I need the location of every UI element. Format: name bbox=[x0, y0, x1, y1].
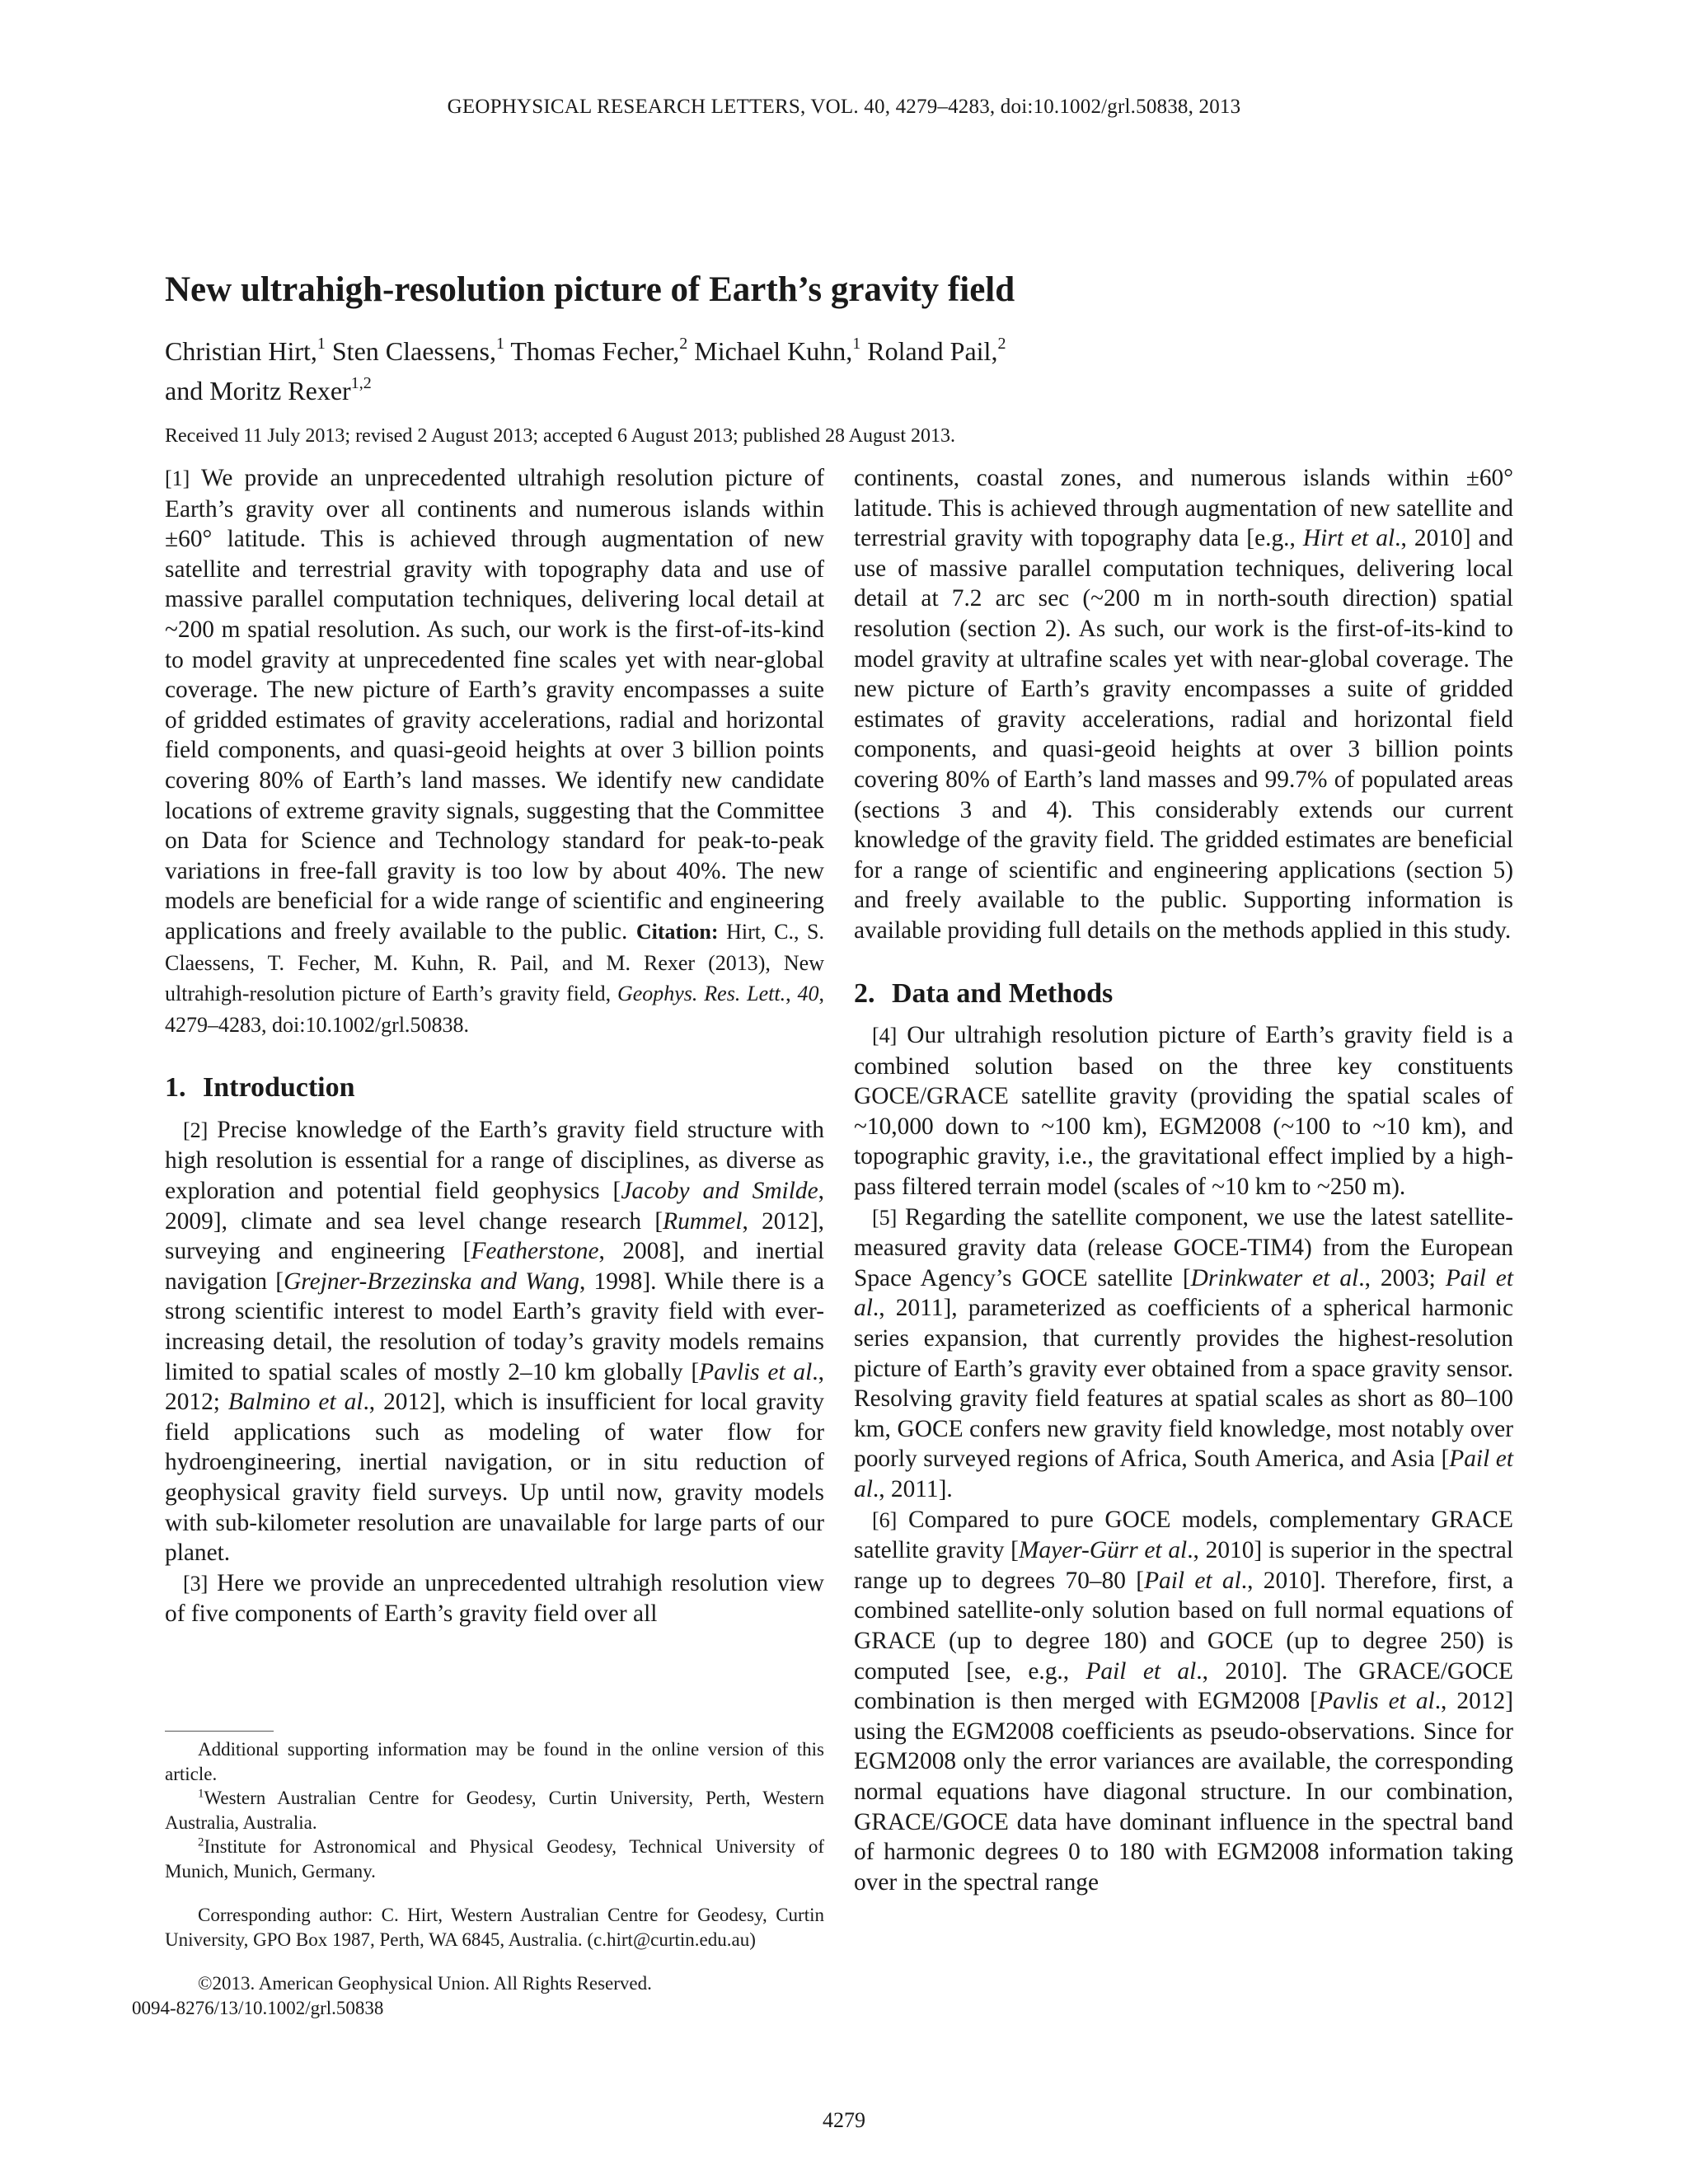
author-affiliation-mark: 1 bbox=[852, 335, 861, 354]
reference: Hirt et al bbox=[1302, 525, 1395, 552]
paragraph-number: [2] bbox=[183, 1118, 209, 1142]
footnote: Additional supporting information may be found in the online version of this article. bbox=[165, 1739, 824, 1784]
reference: Jacoby and Smilde bbox=[621, 1178, 818, 1205]
page-number: 4279 bbox=[823, 2108, 865, 2132]
citation-volume: 40 bbox=[797, 982, 819, 1006]
paragraph-text: ., 2011]. bbox=[872, 1476, 953, 1502]
author-affiliation-mark: 2 bbox=[997, 335, 1006, 354]
paragraph-text: Our ultrahigh resolution picture of Earth’s gravity field is a combined solution based on the three key constituents GOCE/GRACE satellite gravity (providing the spatial scales of ~10,000 down to ~100 km), EGM2008 (~100 to ~10 km), and topographic gravity, i.e., the gravitational effect implied by a high-pass filtered terrain model (scales of ~10 km to ~250 m). bbox=[854, 1022, 1513, 1201]
footnote bbox=[165, 1903, 824, 1952]
footnote-text: Western Australian Centre for Geodesy, Curtin University, Perth, Western Australia, Australia. bbox=[165, 1788, 824, 1833]
footnote bbox=[132, 1971, 824, 2020]
author-list bbox=[165, 331, 1484, 410]
received-dates: Received 11 July 2013; revised 2 August 2013; accepted 6 August 2013; published 28 August 2013. bbox=[165, 425, 956, 447]
paragraph-text: continents, coastal zones, and numerous islands within ±60° latitude. This is achieved through augmentation of new satellite and terrestrial gravity with topography data [e.g., bbox=[854, 465, 1513, 552]
corresponding-email: (c.hirt@curtin.edu.au) bbox=[587, 1929, 756, 1950]
reference: Balmino et al bbox=[227, 1389, 363, 1416]
paragraph bbox=[854, 1020, 1513, 1202]
section-heading bbox=[165, 1073, 824, 1104]
paragraph-number: [5] bbox=[872, 1205, 898, 1230]
author-affiliation-mark: 2 bbox=[679, 335, 688, 354]
paragraph-number: [4] bbox=[872, 1024, 898, 1048]
footnote bbox=[165, 1835, 824, 1883]
footnote-mark: 2 bbox=[198, 1835, 204, 1849]
corresponding-author: Corresponding author: C. Hirt, Western Australian Centre for Geodesy, Curtin University, GPO Box 1987, Perth, WA 6845, Australia. bbox=[165, 1905, 824, 1950]
author-name: Sten Claessens, bbox=[331, 336, 496, 366]
footnotes bbox=[132, 1737, 824, 2020]
citation-journal: Geophys. Res. Lett. bbox=[617, 982, 786, 1006]
abstract bbox=[165, 463, 824, 1040]
paragraph-text: ., 2011], parameterized as coefficients of a spherical harmonic series expansion, that currently provides the highest-resolution picture of Earth’s gravity ever obtained from a space gravity sensor. Resolving gravity field features at spatial scales as short as 80–100 km, GOCE confers new gravity field knowledge, most notably over poorly surveyed regions of Africa, South America, and Asia [ bbox=[854, 1295, 1513, 1473]
author-name: Roland Pail, bbox=[867, 336, 998, 366]
paragraph-number: [1] bbox=[165, 466, 190, 490]
paragraph bbox=[854, 1202, 1513, 1505]
citation-text: Hirt, C., S. Claessens, T. Fecher, M. Kuhn, R. Pail, and M. Rexer (2013), New ultrahigh-resolution picture of Earth’s gravity field, bbox=[165, 919, 825, 1006]
reference: Pavlis et al bbox=[699, 1358, 813, 1385]
reference: Pavlis et al bbox=[1318, 1688, 1435, 1715]
paragraph-text: ., 2010] is superior in the spectral range up to degrees 70–80 [ bbox=[854, 1537, 1513, 1594]
paragraph-number: [3] bbox=[183, 1571, 209, 1596]
reference: Pail et al bbox=[854, 1446, 1513, 1502]
article-title: New ultrahigh-resolution picture of Earth’s gravity field bbox=[165, 270, 1015, 309]
paragraph bbox=[165, 1115, 824, 1568]
section-number: 1. bbox=[165, 1072, 186, 1104]
paragraph-text: ., 2010]. The GRACE/GOCE combination is then merged with EGM2008 [ bbox=[854, 1657, 1513, 1715]
reference: Grejner-Brzezinska and Wang bbox=[284, 1268, 579, 1295]
footnote-text: Institute for Astronomical and Physical Geodesy, Technical University of Munich, Munich, Germany. bbox=[165, 1836, 824, 1882]
right-column bbox=[854, 463, 1513, 1897]
author-name: Thomas Fecher, bbox=[510, 336, 680, 366]
paragraph-text: ., 2010]. Therefore, first, a combined satellite-only solution based on full normal equations of GRACE (up to degree 180) and GOCE (up to degree 250) is computed [see, e.g., bbox=[854, 1567, 1513, 1685]
running-head: GEOPHYSICAL RESEARCH LETTERS, VOL. 40, 4279–4283, doi:10.1002/grl.50838, 2013 bbox=[447, 96, 1241, 118]
reference: Featherstone bbox=[471, 1238, 599, 1265]
left-column bbox=[165, 463, 824, 1629]
copyright: ©2013. American Geophysical Union. All Rights Reserved. bbox=[198, 1973, 652, 1994]
footnote-rule bbox=[165, 1731, 274, 1732]
reference: Mayer-Gürr et al bbox=[1018, 1537, 1188, 1564]
reference: Drinkwater et al bbox=[1190, 1264, 1359, 1291]
section-number: 2. bbox=[854, 977, 875, 1009]
paragraph-text: Here we provide an unprecedented ultrahigh resolution view of five components of Earth’s gravity field over all bbox=[165, 1569, 824, 1628]
paragraph-text: ., 2012] using the EGM2008 coefficients as pseudo-observations. Since for EGM2008 only the error variances are available, the corresponding normal equations have diagonal structure. In our combination, GRACE/GOCE data have dominant influence in the spectral band of harmonic degrees 0 to 180 with EGM2008 information taking over in the spectral range bbox=[854, 1688, 1513, 1896]
paragraph bbox=[854, 1505, 1513, 1898]
author-affiliation-mark: 1 bbox=[495, 335, 504, 354]
abstract-text: We provide an unprecedented ultrahigh resolution picture of Earth’s gravity over all continents and numerous islands within ±60° latitude. This is achieved through augmentation of new satellite and terrestrial gravity with topography data and use of massive parallel computation techniques, delivering local detail at ~200 m spatial resolution. As such, our work is the first-of-its-kind to model gravity at unprecedented fine scales yet with near-global coverage. The new picture of Earth’s gravity encompasses a suite of gridded estimates of gravity accelerations, radial and horizontal field components, and quasi-geoid heights at over 3 billion points covering 80% of Earth’s land masses. We identify new candidate locations of extreme gravity signals, suggesting that the Committee on Data for Science and Technology standard for peak-to-peak variations in free-fall gravity is too low by about 40%. The new models are beneficial for a wide range of scientific and engineering applications and freely available to the public. bbox=[165, 465, 824, 944]
author-name: Michael Kuhn, bbox=[694, 336, 853, 366]
citation-separator: , bbox=[785, 982, 791, 1006]
reference: Rummel bbox=[663, 1207, 743, 1235]
author-affiliation-mark: 1,2 bbox=[350, 374, 372, 393]
paragraph-text: , 2008], and inertial navigation [ bbox=[165, 1238, 824, 1295]
paragraph-text: Regarding the satellite component, we use the latest satellite-measured gravity data (release GOCE-TIM4) from the European Space Agency’s GOCE satellite [ bbox=[854, 1203, 1513, 1291]
paragraph-text: ., 2012], which is insufficient for local gravity field applications such as modeling of water flow for hydroengineering, inertial navigation, or in situ reduction of geophysical gravity field surveys. Up until now, gravity models with sub-kilometer resolution are unavailable for large parts of our planet. bbox=[165, 1389, 824, 1567]
author-name: and Moritz Rexer bbox=[165, 376, 351, 405]
citation-label: Citation: bbox=[635, 919, 719, 944]
footnote bbox=[165, 1786, 824, 1835]
paragraph-text: Compared to pure GOCE models, complementary GRACE satellite gravity [ bbox=[854, 1506, 1513, 1564]
author-affiliation-mark: 1 bbox=[316, 335, 326, 354]
paragraph-text: , 2009], climate and sea level change research [ bbox=[165, 1178, 824, 1235]
paragraph-number: [6] bbox=[872, 1507, 898, 1532]
paragraph-text: ., 2010] and use of massive parallel computation techniques, delivering local detail at 7.2 arc sec (~200 m in north-south direction) spatial resolution (section 2). As such, our work is the first-of-its-kind to model gravity at ultrafine scales yet with near-global coverage. The new picture of Earth’s gravity encompasses a suite of gridded estimates of gravity accelerations, radial and horizontal field components, and quasi-geoid heights at over 3 billion points covering 80% of Earth’s land masses and 99.7% of populated areas (sections 3 and 4). This considerably extends our current knowledge of the gravity field. The gridded estimates are beneficial for a range of scientific and engineering applications (section 5) and freely available to the public. Supporting information is available providing full details on the methods applied in this study. bbox=[854, 525, 1513, 944]
section-title: Data and Methods bbox=[892, 977, 1114, 1009]
paragraph-text: , 2012], surveying and engineering [ bbox=[165, 1207, 824, 1265]
reference: Pail et al bbox=[1144, 1567, 1241, 1594]
footnote-mark: 1 bbox=[198, 1787, 204, 1801]
issn: 0094-8276/13/10.1002/grl.50838 bbox=[132, 1997, 384, 2018]
paragraph bbox=[165, 1568, 824, 1629]
reference: Pail et al bbox=[854, 1264, 1513, 1322]
paragraph-text: ., 2003; bbox=[1358, 1264, 1446, 1291]
paragraph-text: ., 2012; bbox=[165, 1358, 824, 1416]
paragraph-text: Precise knowledge of the Earth’s gravity field structure with high resolution is essential for a range of disciplines, as diverse as exploration and potential field geophysics [ bbox=[165, 1116, 824, 1205]
reference: Pail et al bbox=[1085, 1657, 1197, 1685]
paragraph bbox=[854, 463, 1513, 946]
citation-text: , 4279–4283, doi:10.1002/grl.50838. bbox=[165, 982, 824, 1037]
section-title: Introduction bbox=[203, 1072, 355, 1104]
section-heading bbox=[854, 979, 1513, 1010]
author-name: Christian Hirt, bbox=[165, 336, 317, 366]
paragraph-text: , 1998]. While there is a strong scientific interest to model Earth’s gravity field with ever-increasing detail, the resolution of today’s gravity models remains limited to spatial scales of mostly 2–10 km globally [ bbox=[165, 1268, 824, 1385]
